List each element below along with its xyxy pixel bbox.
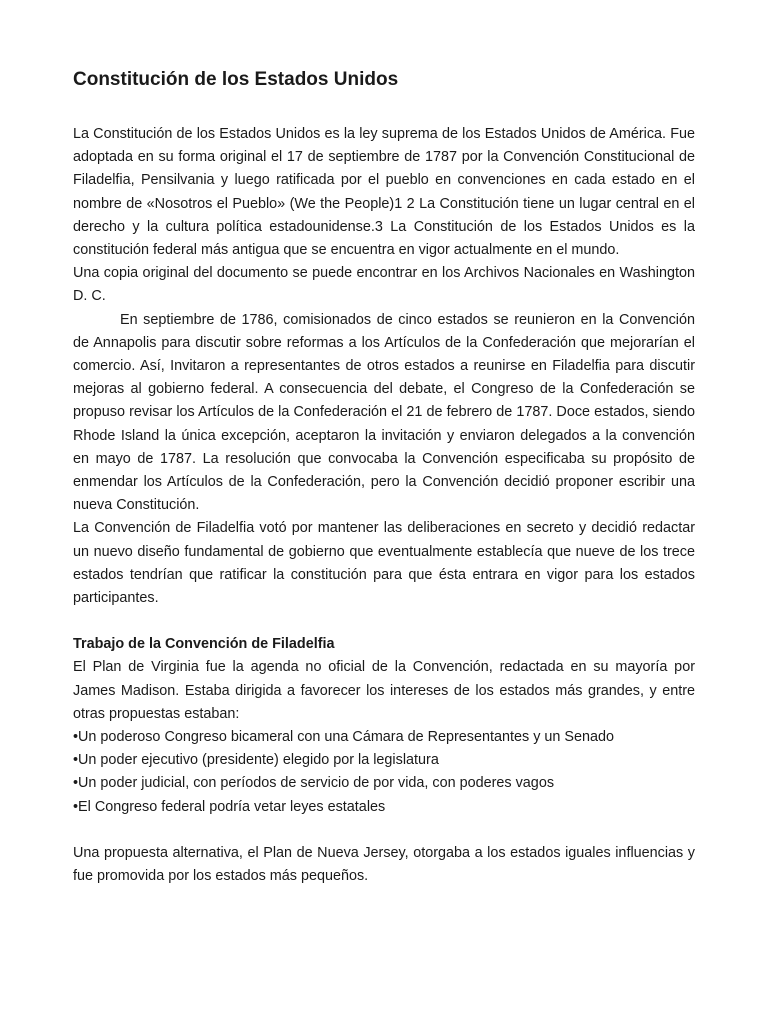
paragraph-annapolis: En septiembre de 1786, comisionados de cinco estados se reunieron en la Convención de Annapolis para discutir sobre reformas a los Artículos de la Confederación que mejorarían el comercio. Así, Invitaron a representantes de otros estados a reunirse en Filadelfia para discutir mejoras al gobierno federal. A consecuencia del debate, el Congreso de la Confederación se propuso revisar los Artículos de la Confederación el 21 de febrero de 1787. Doce estados, siendo Rhode Island la única excepción, aceptaron la invitación y enviaron delegados a la convención en mayo de 1787. La resolución que convocaba la Convención especificaba su propósito de enmendar los Artículos de la Confederación, pero la Convención decidió proponer escribir una nueva Constitución. [73,311,695,514]
proposals-list [73,726,695,819]
spacer [73,819,695,842]
paragraph-intro: La Constitución de los Estados Unidos es la ley suprema de los Estados Unidos de América. Fue adoptada en su forma original el 17 de septiembre de 1787 por la Convención Constitucional de Filadelfia, Pensilvania y luego ratificada por el pueblo en convenciones en cada estado en el nombre de «Nosotros el Pueblo» (We the People)1 2 La Constitución tiene un lugar central en el derecho y la cultura política estadounidense.3 La Constitución de los Estados Unidos es la constitución federal más antigua que se encuentra en vigor actualmente en el mundo. [73,126,695,259]
document-page [73,68,695,888]
paragraph-philadelphia: La Convención de Filadelfia votó por mantener las deliberaciones en secreto y decidió redactar un nuevo diseño fundamental de gobierno que eventualmente establecía que nueve de los trece estados tendrían que ratificar la constitución para que ésta entrara en vigor para los estados participantes. [73,520,695,607]
list-item: •Un poder ejecutivo (presidente) elegido por la legislatura [73,752,439,769]
list-item: •El Congreso federal podría vetar leyes estatales [73,798,386,815]
paragraph-new-jersey-plan: Una propuesta alternativa, el Plan de Nueva Jersey, otorgaba a los estados iguales influencias y fue promovida por los estados más pequeños. [73,844,695,885]
list-item: •Un poderoso Congreso bicameral con una Cámara de Representantes y un Senado [73,729,615,746]
section-heading: Trabajo de la Convención de Filadelfia [73,636,335,653]
document-title: Constitución de los Estados Unidos [73,69,399,90]
paragraph-archives: Una copia original del documento se puede encontrar en los Archivos Nacionales en Washington D. C. [73,265,695,305]
list-item: •Un poder judicial, con períodos de servicio de por vida, con poderes vagos [73,775,555,792]
paragraph-virginia-plan: El Plan de Virginia fue la agenda no oficial de la Convención, redactada en su mayoría por James Madison. Estaba dirigida a favorecer los intereses de los estados más grandes, y entre otras propuestas estaban: [73,659,695,722]
